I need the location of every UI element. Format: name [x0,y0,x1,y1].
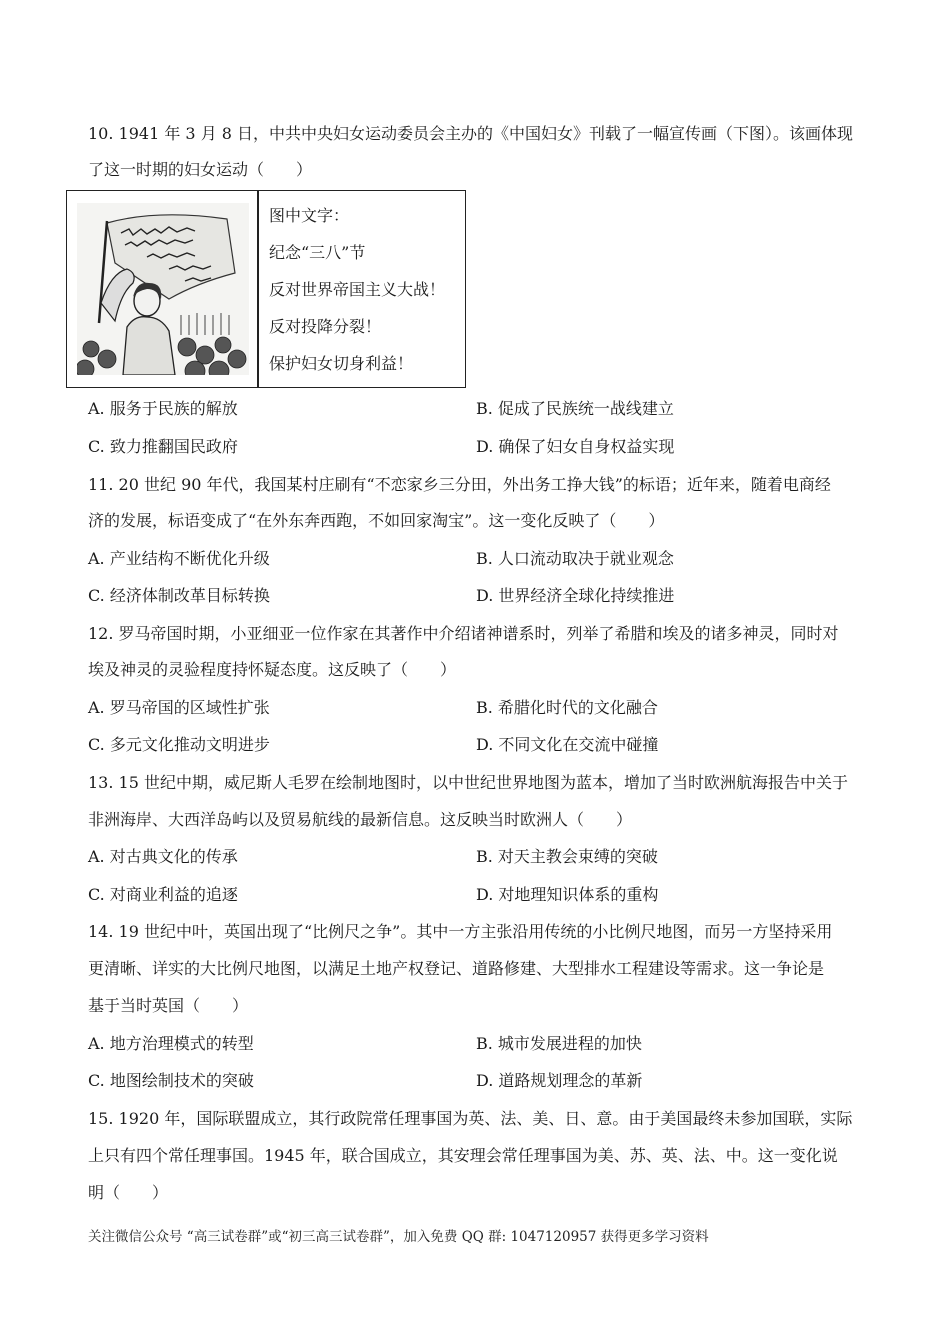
q15-stem-line3: 明（ ） [88,1183,169,1202]
figure-caption-title: 图中文字： [269,206,350,225]
q10-stem-line1: 10. 1941 年 3 月 8 日，中共中央妇女运动委员会主办的《中国妇女》刊载了一幅宣传画（下图）。该画体现 [88,124,854,143]
q11-stem-line2: 济的发展，标语变成了“在外东奔西跑，不如回家淘宝”。这一变化反映了（ ） [88,511,665,530]
q14-option-b[interactable]: B. 城市发展进程的加快 [476,1034,642,1053]
q12-option-d[interactable]: D. 不同文化在交流中碰撞 [476,735,659,754]
q12-stem-line1: 12. 罗马帝国时期，小亚细亚一位作家在其著作中介绍诸神谱系时，列举了希腊和埃及的诸多神灵，同时对 [88,624,839,643]
q13-option-a[interactable]: A. 对古典文化的传承 [88,847,238,866]
propaganda-poster-image [77,203,249,375]
q14-stem-line1: 14. 19 世纪中叶，英国出现了“比例尺之争”。其中一方主张沿用传统的小比例尺地图，而另一方坚持采用 [88,922,833,941]
q14-stem-line3: 基于当时英国（ ） [88,996,249,1015]
figure-caption-line: 反对世界帝国主义大战！ [269,280,446,299]
q14-option-d[interactable]: D. 道路规划理念的革新 [476,1071,643,1090]
q13-stem-line1: 13. 15 世纪中期，威尼斯人毛罗在绘制地图时，以中世纪世界地图为蓝本，增加了当时欧洲航海报告中关于 [88,773,848,792]
figure-caption-line: 保护妇女切身利益！ [269,354,414,373]
q11-option-d[interactable]: D. 世界经济全球化持续推进 [476,586,675,605]
q15-stem-line2: 上只有四个常任理事国。1945 年，联合国成立，其安理会常任理事国为美、苏、英、法、中。这一变化说 [88,1146,838,1165]
q14-stem-line2: 更清晰、详实的大比例尺地图，以满足土地产权登记、道路修建、大型排水工程建设等需求。这一争论是 [88,959,825,978]
q10-stem-line2: 了这一时期的妇女运动（ ） [88,160,313,179]
q10-option-b[interactable]: B. 促成了民族统一战线建立 [476,399,674,418]
q15-stem-line1: 15. 1920 年，国际联盟成立，其行政院常任理事国为英、法、美、日、意。由于美国最终未参加国联，实际 [88,1109,853,1128]
q13-option-c[interactable]: C. 对商业利益的追逐 [88,885,238,904]
q11-option-b[interactable]: B. 人口流动取决于就业观念 [476,549,674,568]
q11-option-c[interactable]: C. 经济体制改革目标转换 [88,586,270,605]
figure-caption-line: 反对投降分裂！ [269,317,382,336]
q12-option-c[interactable]: C. 多元文化推动文明进步 [88,735,270,754]
q12-option-b[interactable]: B. 希腊化时代的文化融合 [476,698,658,717]
q13-option-b[interactable]: B. 对天主教会束缚的突破 [476,847,658,866]
q12-option-a[interactable]: A. 罗马帝国的区域性扩张 [88,698,270,717]
q10-option-a[interactable]: A. 服务于民族的解放 [88,399,238,418]
q13-option-d[interactable]: D. 对地理知识体系的重构 [476,885,659,904]
page-footer: 关注微信公众号 “高三试卷群”或“初三高三试卷群”，加入免费 QQ 群: 1047120957 获得更多学习资料 [88,1229,709,1245]
q11-stem-line1: 11. 20 世纪 90 年代，我国某村庄刷有“不恋家乡三分田，外出务工挣大钱”的标语；近年来，随着电商经 [88,475,831,494]
q14-option-c[interactable]: C. 地图绘制技术的突破 [88,1071,254,1090]
q13-stem-line2: 非洲海岸、大西洋岛屿以及贸易航线的最新信息。这反映当时欧洲人（ ） [88,810,633,829]
q10-figure [66,190,466,388]
q12-stem-line2: 埃及神灵的灵验程度持怀疑态度。这反映了（ ） [88,660,457,679]
q10-option-c[interactable]: C. 致力推翻国民政府 [88,437,238,456]
q11-option-a[interactable]: A. 产业结构不断优化升级 [88,549,270,568]
q10-option-d[interactable]: D. 确保了妇女自身权益实现 [476,437,675,456]
figure-divider [257,191,259,387]
figure-caption-line: 纪念“三八”节 [269,243,366,262]
q14-option-a[interactable]: A. 地方治理模式的转型 [88,1034,254,1053]
